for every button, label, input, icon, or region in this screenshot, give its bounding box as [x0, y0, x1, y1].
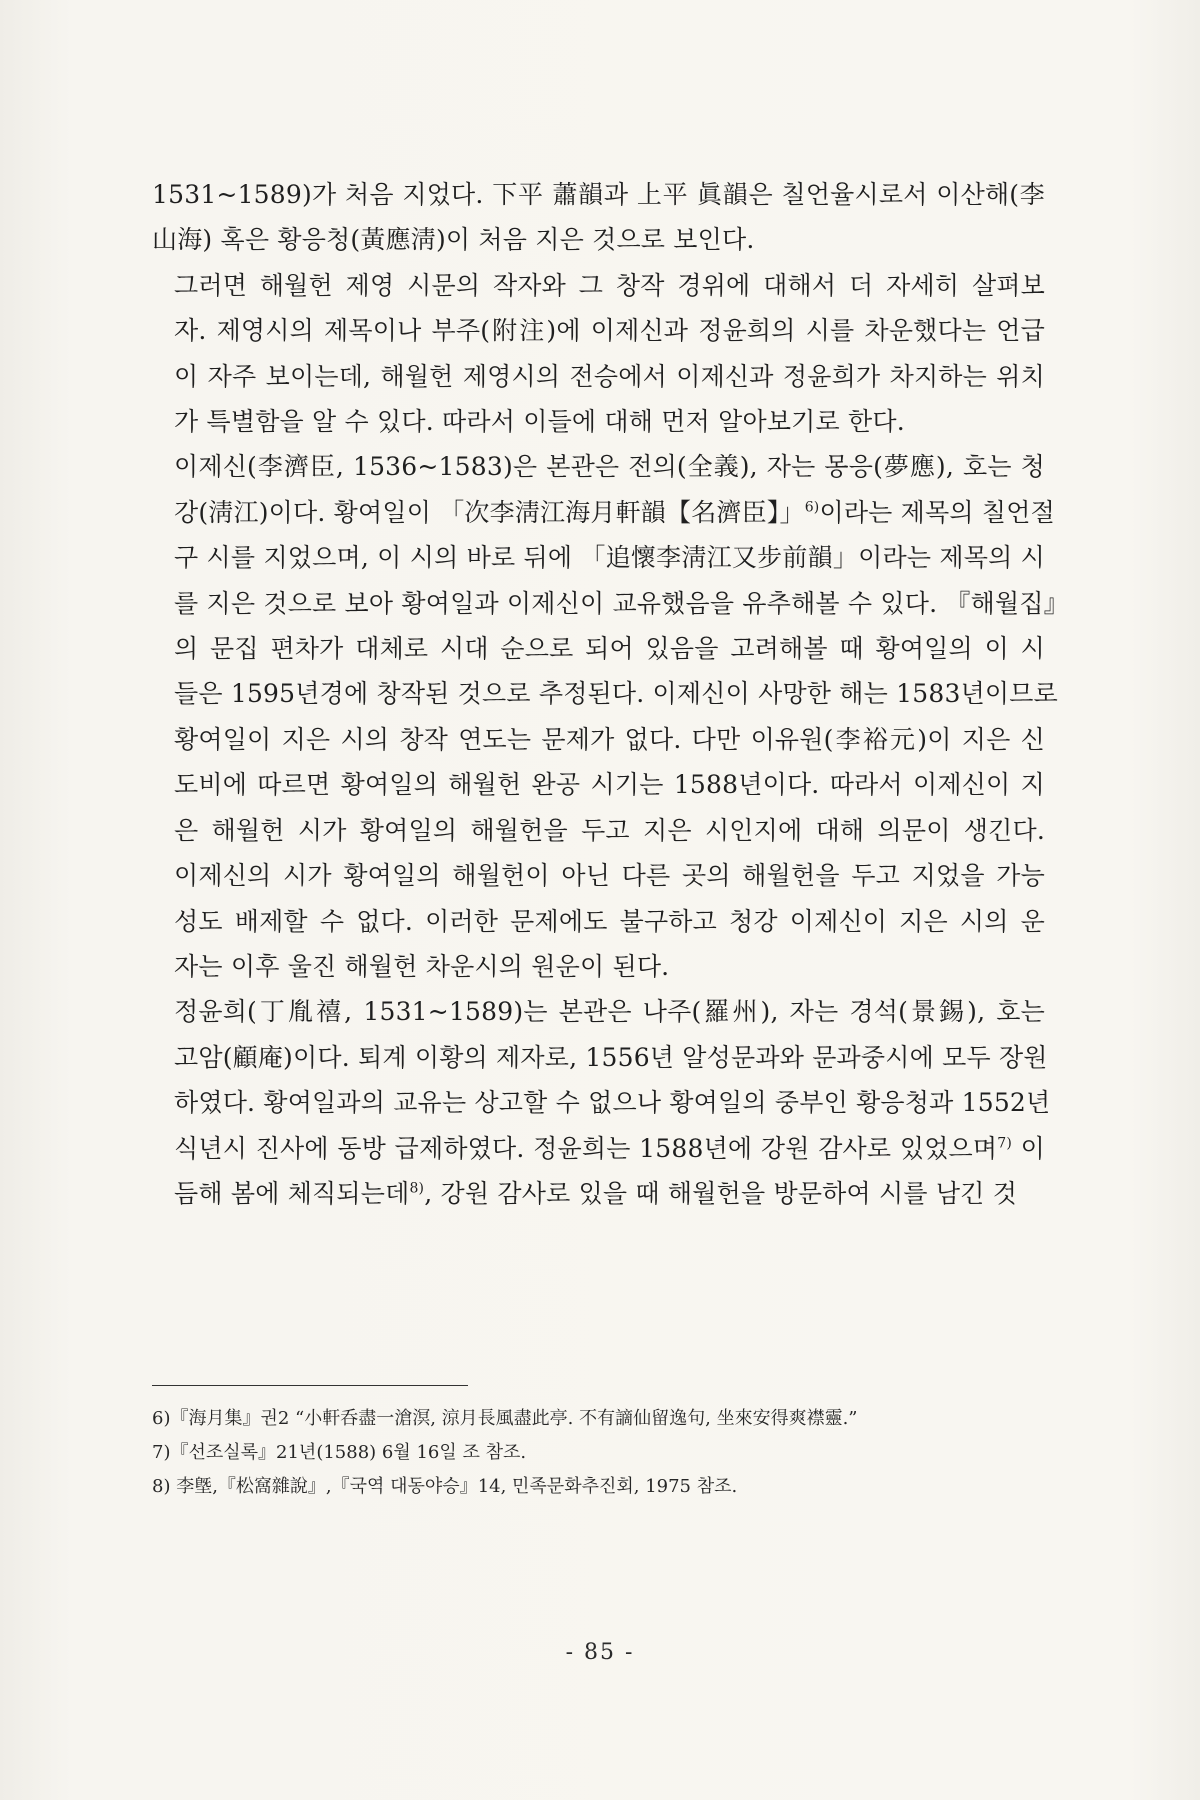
text-line: 듬해 봄에 체직되는데$^{8)}$, 강원 감사로 있을 때 해월헌을 방문하여 시를 남긴 것: [174, 1178, 1018, 1208]
footnotes: [152, 1402, 1045, 1504]
text-line: 은 해월헌 시가 황여일의 해월헌을 두고 지은 시인지에 대해 의문이 생긴다.: [174, 815, 1045, 845]
footnote-ref: 8): [409, 1180, 425, 1197]
footnote: 6)『海月集』권2 “小軒呑盡一滄溟, 涼月長風盡此亭. 不有謫仙留逸句, 坐來安得爽襟靈.”: [152, 1408, 858, 1429]
text-line: 가 특별함을 알 수 있다. 따라서 이들에 대해 먼저 알아보기로 한다.: [174, 407, 905, 437]
footnote-ref: 6): [804, 499, 820, 516]
body-text: [152, 172, 1069, 1216]
page-number: - 85 -: [565, 1640, 635, 1665]
text-line: 황여일이 지은 시의 창작 연도는 문제가 없다. 다만 이유원(李裕元)이 지은 신: [174, 724, 1045, 754]
text-line: 를 지은 것으로 보아 황여일과 이제신이 교유했음을 유추해볼 수 있다. 『해월집』: [174, 588, 1069, 618]
text-line: 山海) 혹은 황응청(黃應淸)이 처음 지은 것으로 보인다.: [152, 225, 755, 255]
text-line: 고암(顧庵)이다. 퇴계 이황의 제자로, 1556년 알성문과와 문과중시에 모두 장원: [174, 1042, 1048, 1072]
text-line: 성도 배제할 수 없다. 이러한 문제에도 불구하고 청강 이제신이 지은 시의 운: [174, 906, 1045, 936]
paragraph: [152, 989, 1051, 1216]
text-line: 정윤희(丁胤禧, 1531~1589)는 본관은 나주(羅州), 자는 경석(景錫), 호는: [174, 997, 1045, 1027]
paragraph: [152, 172, 1045, 263]
text-line: 식년시 진사에 동방 급제하였다. 정윤희는 1588년에 강원 감사로 있었으며$^{7)}$ 이: [174, 1133, 1046, 1163]
footnote-divider: [152, 1385, 468, 1386]
text-line: 의 문집 편차가 대체로 시대 순으로 되어 있음을 고려해볼 때 황여일의 이 시: [174, 634, 1045, 664]
footnote: 8) 李墍,『松窩雜說』,『국역 대동야승』14, 민족문화추진회, 1975 참조.: [152, 1476, 738, 1497]
text-line: 구 시를 지었으며, 이 시의 바로 뒤에 「追懷李淸江又步前韻」이라는 제목의 시: [174, 543, 1045, 573]
text-line: 1531~1589)가 처음 지었다. 下平 蕭韻과 上平 眞韻은 칠언율시로서 이산해(李: [152, 180, 1045, 209]
text-line: 이제신(李濟臣, 1536~1583)은 본관은 전의(全義), 자는 몽응(夢應), 호는 청: [174, 452, 1045, 482]
text-line: 들은 1595년경에 창작된 것으로 추정된다. 이제신이 사망한 해는 1583년이므로: [174, 679, 1058, 709]
text-line: 하였다. 황여일과의 교유는 상고할 수 없으나 황여일의 중부인 황응청과 1552년: [174, 1088, 1051, 1118]
text-line: 도비에 따르면 황여일의 해월헌 완공 시기는 1588년이다. 따라서 이제신이 지: [174, 770, 1045, 800]
paragraph: [152, 263, 1045, 445]
text-line: 자. 제영시의 제목이나 부주(附注)에 이제신과 정윤희의 시를 차운했다는 언급: [174, 316, 1045, 346]
footnote-ref: 7): [997, 1135, 1013, 1152]
text-line: 강(淸江)이다. 황여일이 「次李淸江海月軒韻【名濟臣】」$^{6)}$이라는 제목의 칠언절: [174, 497, 1055, 527]
text-line: 이 자주 보이는데, 해월헌 제영시의 전승에서 이제신과 정윤희가 차지하는 위치: [174, 361, 1045, 391]
text-line: 그러면 해월헌 제영 시문의 작자와 그 창작 경위에 대해서 더 자세히 살펴보: [174, 270, 1045, 300]
text-line: 자는 이후 울진 해월헌 차운시의 원운이 된다.: [174, 951, 670, 981]
footnote: 7)『선조실록』21년(1588) 6월 16일 조 참조.: [152, 1442, 527, 1463]
text-line: 이제신의 시가 황여일의 해월헌이 아닌 다른 곳의 해월헌을 두고 지었을 가능: [174, 861, 1045, 891]
paragraph: [152, 444, 1069, 989]
